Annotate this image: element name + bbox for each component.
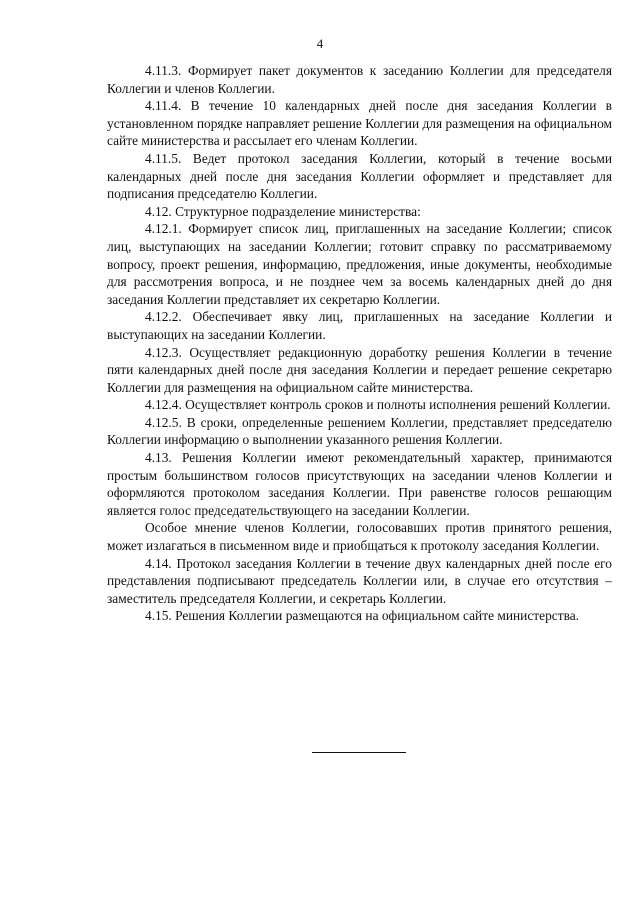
paragraph-4-11-5: 4.11.5. Ведет протокол заседания Коллегии, который в течение восьми календарных дней после дня заседания Коллегии оформляет и представляет для подписания председателю Коллегии. xyxy=(107,150,612,202)
paragraph-4-13: 4.13. Решения Коллегии имеют рекомендательный характер, принимаются простым большинством голосов присутствующих на заседании членов Коллегии и оформляются протоколом заседания Коллегии. При равенстве голосов решающим является голос председательствующего на заседании Коллегии. xyxy=(107,450,612,518)
end-separator-line xyxy=(312,752,406,753)
paragraph-4-11-3: 4.11.3. Формирует пакет документов к заседанию Коллегии для председателя Коллегии и членов Коллегии. xyxy=(107,63,612,96)
paragraph-4-12-5: 4.12.5. В сроки, определенные решением Коллегии, представляет председателю Коллегии информацию о выполнении указанного решения Коллегии. xyxy=(107,414,612,448)
paragraph-4-12-3: 4.12.3. Осуществляет редакционную доработку решения Коллегии в течение пяти календарных дней после дня заседания Коллегии и передает решение секретарю Коллегии для размещения на официальном сайте министерства. xyxy=(107,344,612,395)
paragraph-4-12-4: 4.12.4. Осуществляет контроль сроков и полноты исполнения решений Коллегии. xyxy=(145,397,611,413)
paragraph-4-12: 4.12. Структурное подразделение министерства: xyxy=(145,203,421,219)
paragraph-4-14: 4.14. Протокол заседания Коллегии в течение двух календарных дней после его представления подписывают председатель Коллегии или, в случае его отсутствия – заместитель председателя Коллегии, и секретарь Коллегии. xyxy=(107,555,612,606)
paragraph-special-opinion: Особое мнение членов Коллегии, голосовавших против принятого решения, может излагаться в письменном виде и приобщаться к протоколу заседания Коллегии. xyxy=(107,520,612,554)
paragraph-4-12-1: 4.12.1. Формирует список лиц, приглашенных на заседание Коллегии; список лиц, выступающих на заседании Коллегии; готовит справку по рассматриваемому вопросу, проект решения, информацию, предложения, иные документы, необходимые для рассмотрения вопроса, и не позднее чем за восемь календарных дней до дня заседания Коллегии представляет их секретарю Коллегии. xyxy=(107,221,612,307)
page-number: 4 xyxy=(316,36,324,51)
paragraph-4-12-2: 4.12.2. Обеспечивает явку лиц, приглашенных на заседание Коллегии и выступающих на заседании Коллегии. xyxy=(107,309,612,342)
document-body xyxy=(107,62,612,625)
paragraph-4-15: 4.15. Решения Коллегии размещаются на официальном сайте министерства. xyxy=(145,608,580,624)
paragraph-4-11-4: 4.11.4. В течение 10 календарных дней после дня заседания Коллегии в установленном порядке направляет решение Коллегии для размещения на официальном сайте министерства и рассылает его членам Коллегии. xyxy=(107,98,612,149)
